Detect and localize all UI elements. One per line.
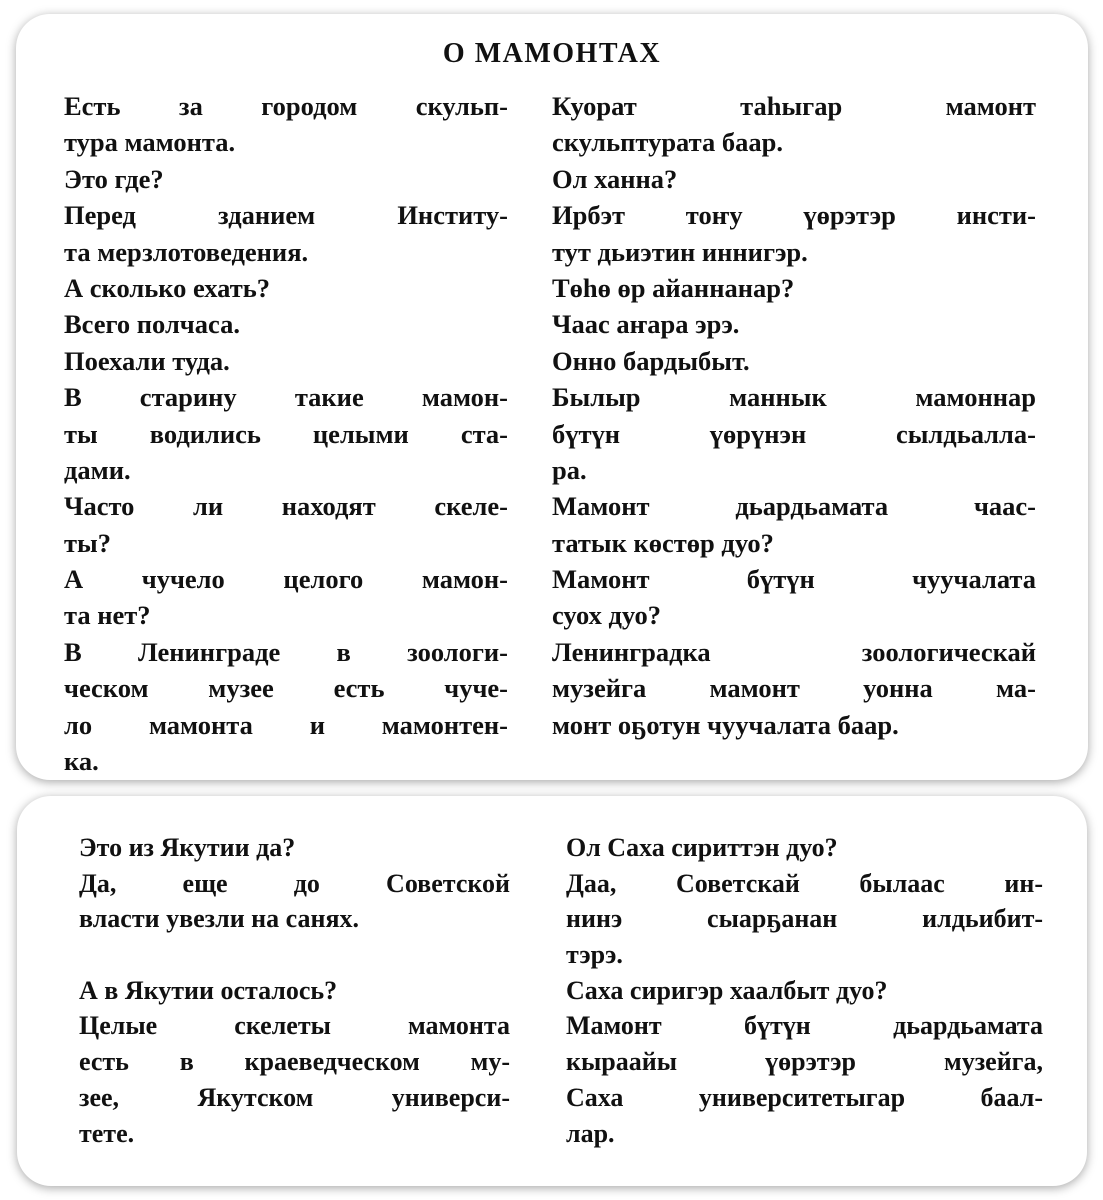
text-line: ты? bbox=[64, 527, 111, 558]
text-line: Даа, Советскай былаас ин- bbox=[566, 868, 1043, 898]
text-line: тете. bbox=[79, 1118, 135, 1148]
text-line: та нет? bbox=[64, 600, 151, 631]
text-line: тура мамонта. bbox=[64, 127, 236, 158]
text-line: Ирбэт тоҥу үөрэтэр инсти- bbox=[552, 200, 1036, 231]
text-line: Целые скелеты мамонта bbox=[79, 1011, 510, 1041]
text-line: суох дуо? bbox=[552, 600, 661, 631]
text-line: есть в краеведческом му- bbox=[79, 1047, 510, 1077]
text-line: В старину такие мамон- bbox=[64, 382, 508, 413]
text-line: кыраайы үөрэтэр музейга, bbox=[566, 1047, 1043, 1077]
text-line: Ол ханна? bbox=[552, 163, 678, 194]
top-page-card bbox=[16, 14, 1088, 780]
text-line: Мамонт бүтүн чуучалата bbox=[552, 564, 1036, 595]
text-line: музейга мамонт уонна ма- bbox=[552, 673, 1036, 704]
text-line: лар. bbox=[566, 1118, 615, 1148]
text-line: Да, еще до Советской bbox=[79, 868, 510, 898]
text-line: Это из Якутии да? bbox=[79, 833, 296, 862]
text-line: дами. bbox=[64, 454, 131, 485]
yakut-text-column-bottom bbox=[566, 830, 1043, 1151]
text-line: Есть за городом скульп- bbox=[64, 91, 508, 121]
bottom-page-card bbox=[17, 796, 1087, 1186]
text-line: Онно бардыбыт. bbox=[552, 345, 750, 376]
text-line: тут дьиэтин иннигэр. bbox=[552, 236, 808, 267]
text-line: Төһө өр айаннанар? bbox=[552, 272, 795, 303]
text-line: ты водились целыми ста- bbox=[64, 418, 508, 449]
text-line: Ол Саха сириттэн дуо? bbox=[566, 833, 838, 862]
text-line: ка. bbox=[64, 746, 99, 777]
text-line: Мамонт бүтүн дьардьамата bbox=[566, 1011, 1043, 1041]
text-line: Куорат таһыгар мамонт bbox=[552, 91, 1036, 121]
page-title: О МАМОНТАХ bbox=[442, 38, 662, 69]
yakut-text-column-top bbox=[552, 88, 1036, 743]
text-line: ло мамонта и мамонтен- bbox=[64, 709, 508, 740]
text-line: власти увезли на санях. bbox=[79, 904, 360, 934]
text-line: Ленинградка зоологическай bbox=[552, 636, 1036, 667]
text-line: бүтүн үөрүнэн сылдьалла- bbox=[552, 418, 1036, 449]
text-line: нинэ сыарҕанан илдьибит- bbox=[566, 904, 1043, 934]
text-line: татык көстөр дуо? bbox=[552, 527, 774, 558]
text-line: ческом музее есть чуче- bbox=[64, 673, 508, 704]
text-line: Часто ли находят скеле- bbox=[64, 491, 508, 522]
text-line: Это где? bbox=[64, 163, 164, 194]
text-line: Перед зданием Институ- bbox=[64, 200, 508, 231]
text-line: Поехали туда. bbox=[64, 345, 230, 376]
text-line: Былыр маннык мамоннар bbox=[552, 382, 1036, 413]
text-line: Саха университетыгар баал- bbox=[566, 1082, 1043, 1112]
text-line: Саха сиригэр хаалбыт дуо? bbox=[566, 975, 888, 1005]
text-line: тэрэ. bbox=[566, 940, 623, 970]
text-line: Всего полчаса. bbox=[64, 309, 240, 340]
text-line: скульптурата баар. bbox=[552, 127, 783, 158]
paragraph-gap bbox=[79, 937, 510, 973]
text-line: А в Якутии осталось? bbox=[79, 975, 338, 1005]
text-line: В Ленинграде в зоологи- bbox=[64, 636, 508, 667]
text-line: Чаас аҥара эрэ. bbox=[552, 309, 740, 340]
text-line: зее, Якутском универси- bbox=[79, 1082, 510, 1112]
text-line: монт оҕотун чуучалата баар. bbox=[552, 709, 899, 740]
russian-text-column-top bbox=[64, 88, 508, 779]
text-line: А сколько ехать? bbox=[64, 272, 270, 303]
text-line: А чучело целого мамон- bbox=[64, 564, 508, 595]
text-line: Мамонт дьардьамата чаас- bbox=[552, 491, 1036, 522]
text-line: та мерзлотоведения. bbox=[64, 236, 309, 267]
text-line: ра. bbox=[552, 454, 587, 485]
russian-text-column-bottom bbox=[79, 830, 510, 1151]
